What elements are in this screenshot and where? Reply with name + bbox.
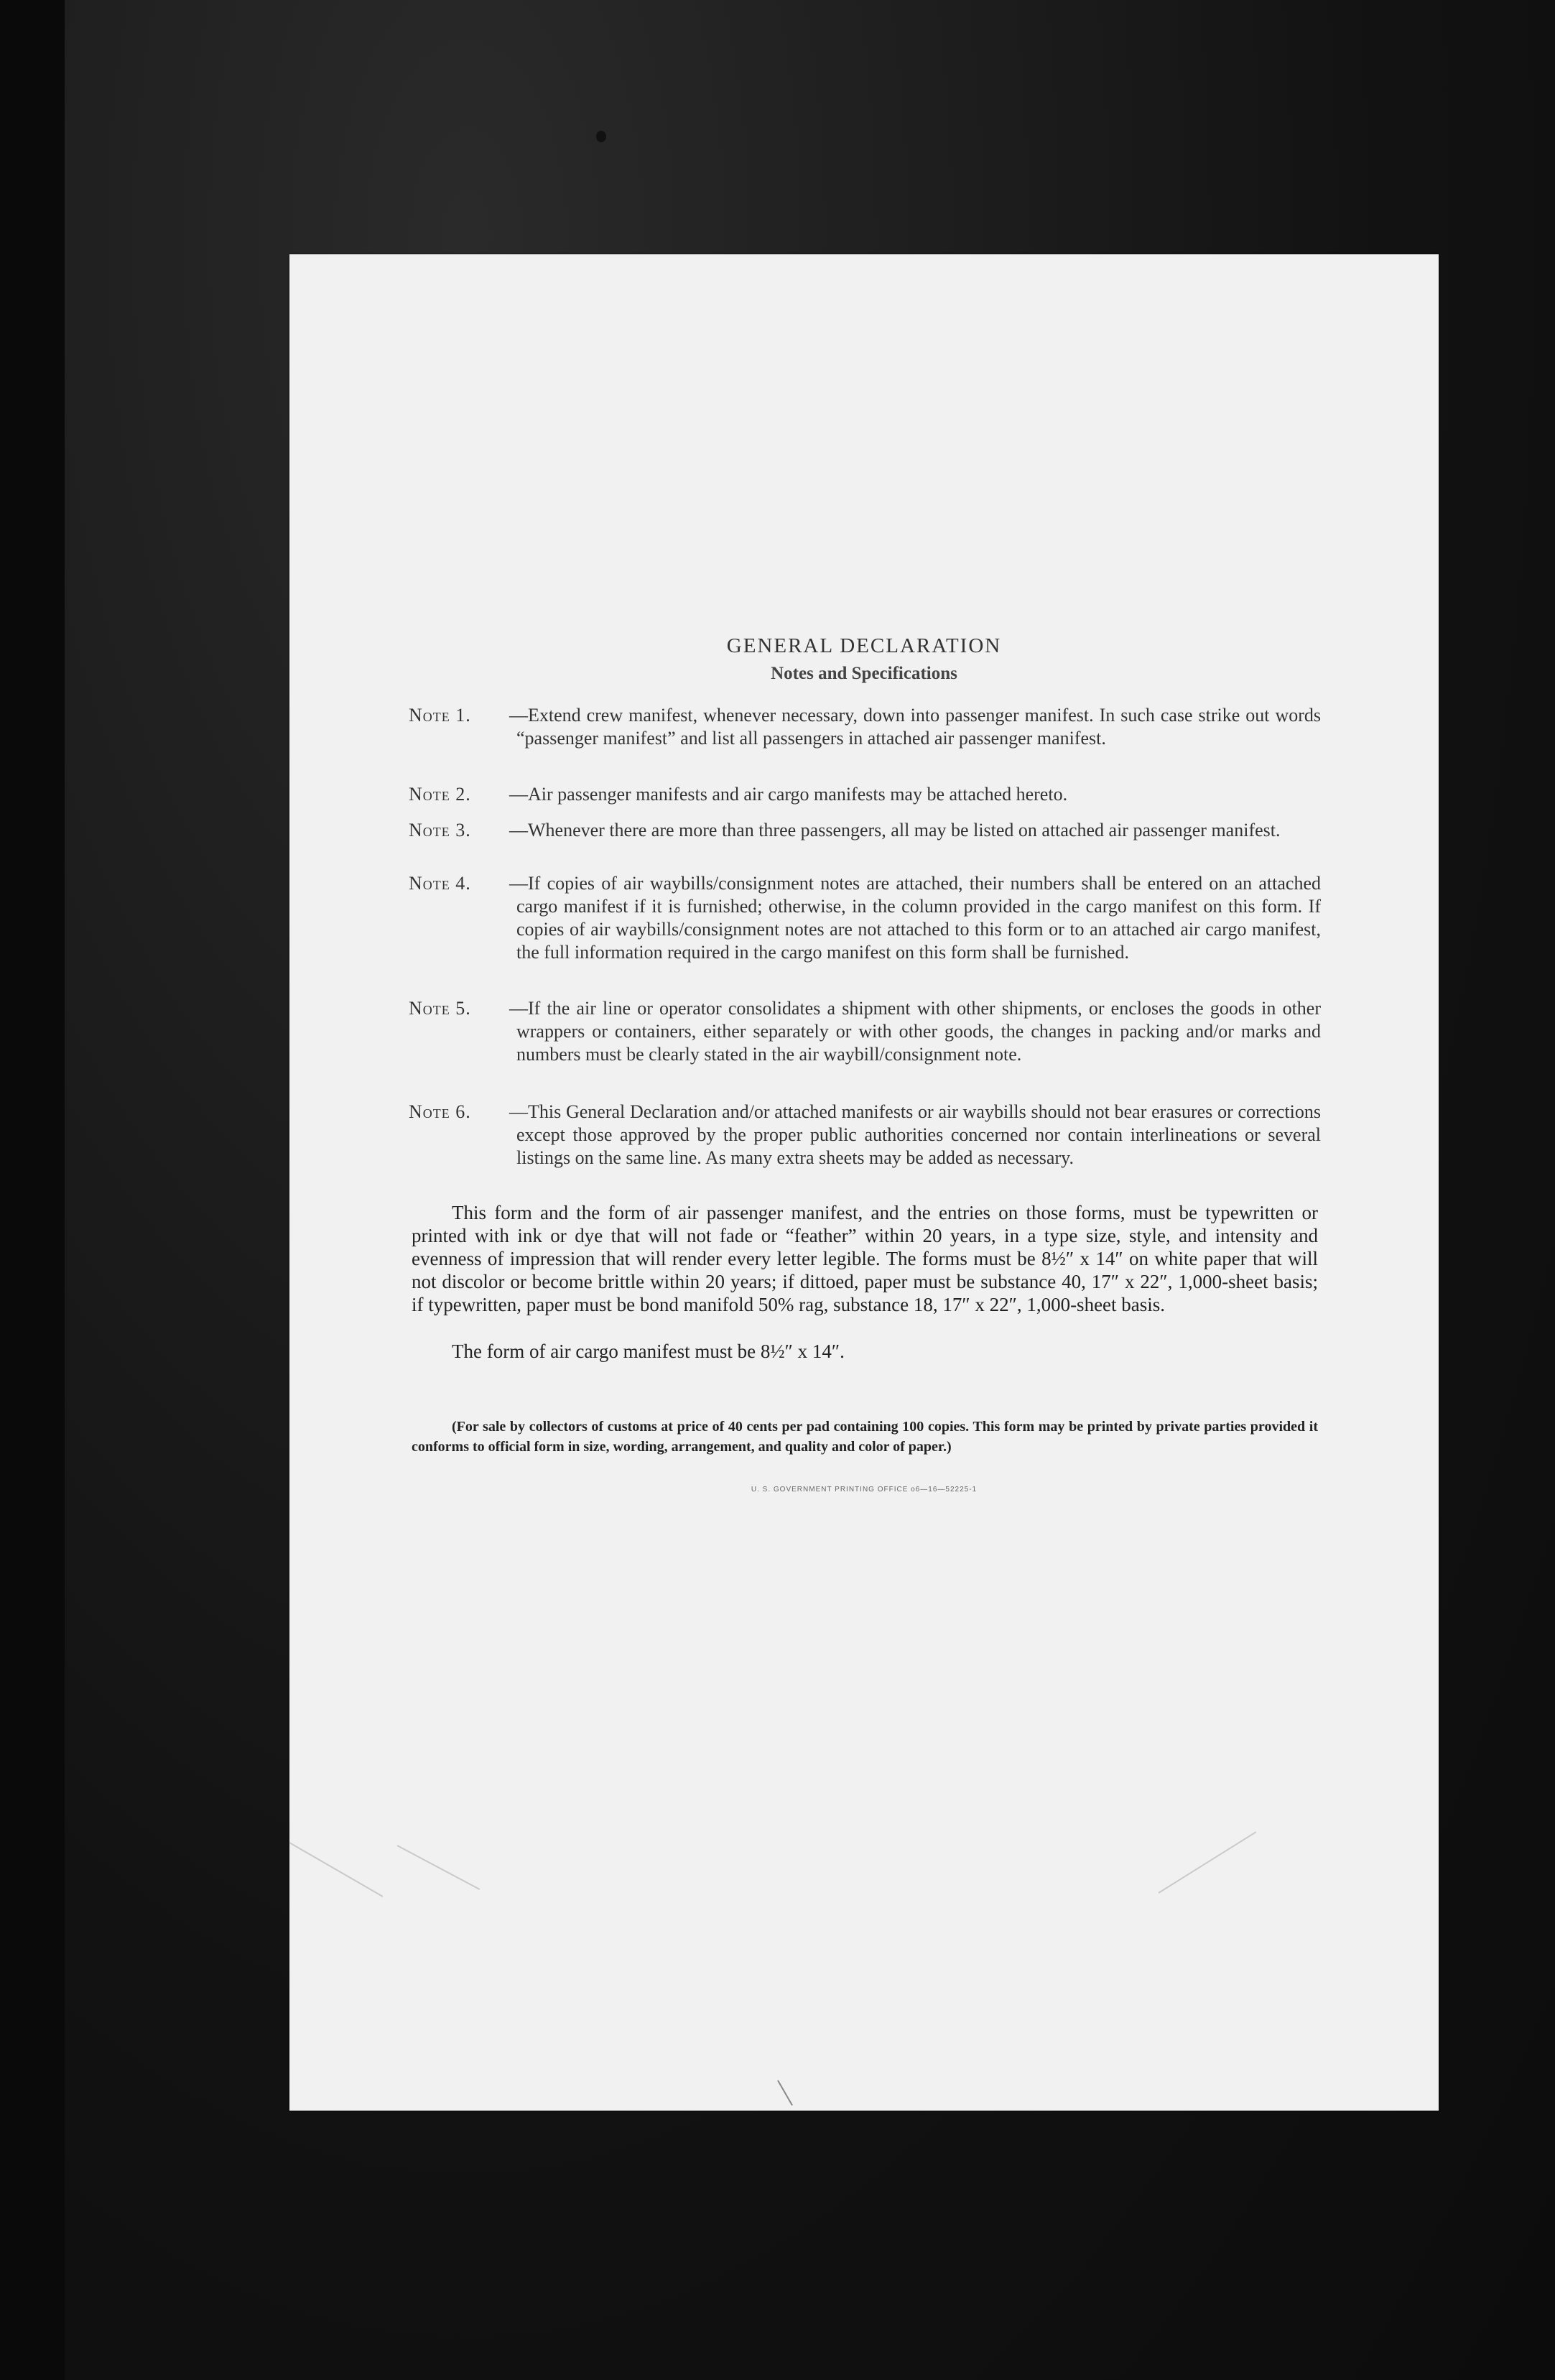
film-speck [596, 131, 606, 142]
note-6 [409, 1101, 1321, 1170]
note-label: Note 2. [409, 784, 471, 805]
paper-scratch [777, 2080, 793, 2106]
paper-scratch [289, 1842, 384, 1897]
paper-scratch [1158, 1831, 1256, 1893]
note-5 [409, 997, 1321, 1066]
note-text: —If the air line or operator consolidates a shipment with other shipments, or encloses the goods in other wrappers or containers, either separately or with other goods, the changes in packing and/or marks and numbers must be clearly stated in the air waybill/consignment note. [509, 998, 1321, 1065]
note-label: Note 4. [409, 873, 471, 894]
film-border [0, 0, 65, 2380]
document-subtitle: Notes and Specifications [771, 664, 957, 683]
paper-scratch [397, 1845, 481, 1890]
note-2 [409, 783, 1321, 806]
cargo-manifest-size-line: The form of air cargo manifest must be 8½″ x 14″. [452, 1341, 845, 1362]
note-3 [409, 819, 1321, 842]
note-text: —This General Declaration and/or attached manifests or air waybills should not bear erasures or corrections except those approved by the proper public authorities concerned nor contain interlineations or several listings on the same line. As many extra sheets may be added as necessary. [509, 1101, 1321, 1168]
note-label: Note 1. [409, 705, 471, 726]
document-page [289, 254, 1439, 2111]
note-4 [409, 872, 1321, 964]
note-label: Note 3. [409, 820, 471, 841]
specifications-paragraph: This form and the form of air passenger manifest, and the entries on those forms, must be typewritten or printed with ink or dye that will not fade or “feather” within 20 years, in a type size, style, and intensity and evenness of impression that will render every letter legible. The forms must be 8½″ x 14″ on white paper that will not discolor or become brittle within 20 years; if dittoed, paper must be substance 40, 17″ x 22″, 1,000-sheet basis; if typewritten, paper must be bond manifold 50% rag, substance 18, 17″ x 22″, 1,000-sheet basis. [412, 1202, 1318, 1315]
printer-imprint: U. S. GOVERNMENT PRINTING OFFICE o6—16—52225-1 [751, 1486, 978, 1494]
sale-notice: (For sale by collectors of customs at price of 40 cents per pad containing 100 copies. This form may be printed by private parties provided it conforms to official form in size, wording, arrangement, and quality and color of paper.) [412, 1419, 1318, 1455]
note-label: Note 6. [409, 1101, 471, 1122]
document-title: GENERAL DECLARATION [726, 634, 1002, 657]
note-text: —Extend crew manifest, whenever necessary, down into passenger manifest. In such case strike out words “passenger manifest” and list all passengers in attached air passenger manifest. [509, 705, 1321, 749]
note-label: Note 5. [409, 998, 471, 1019]
note-text: —If copies of air waybills/consignment notes are attached, their numbers shall be entered on an attached cargo manifest if it is furnished; otherwise, in the column provided in the cargo manifest on this form. If copies of air waybills/consignment notes are not attached to this form or to an attached air cargo manifest, the full information required in the cargo manifest on this form shall be furnished. [509, 873, 1321, 963]
note-1 [409, 704, 1321, 750]
note-text: —Air passenger manifests and air cargo manifests may be attached hereto. [509, 784, 1068, 805]
note-text: —Whenever there are more than three passengers, all may be listed on attached air passenger manifest. [509, 820, 1281, 841]
